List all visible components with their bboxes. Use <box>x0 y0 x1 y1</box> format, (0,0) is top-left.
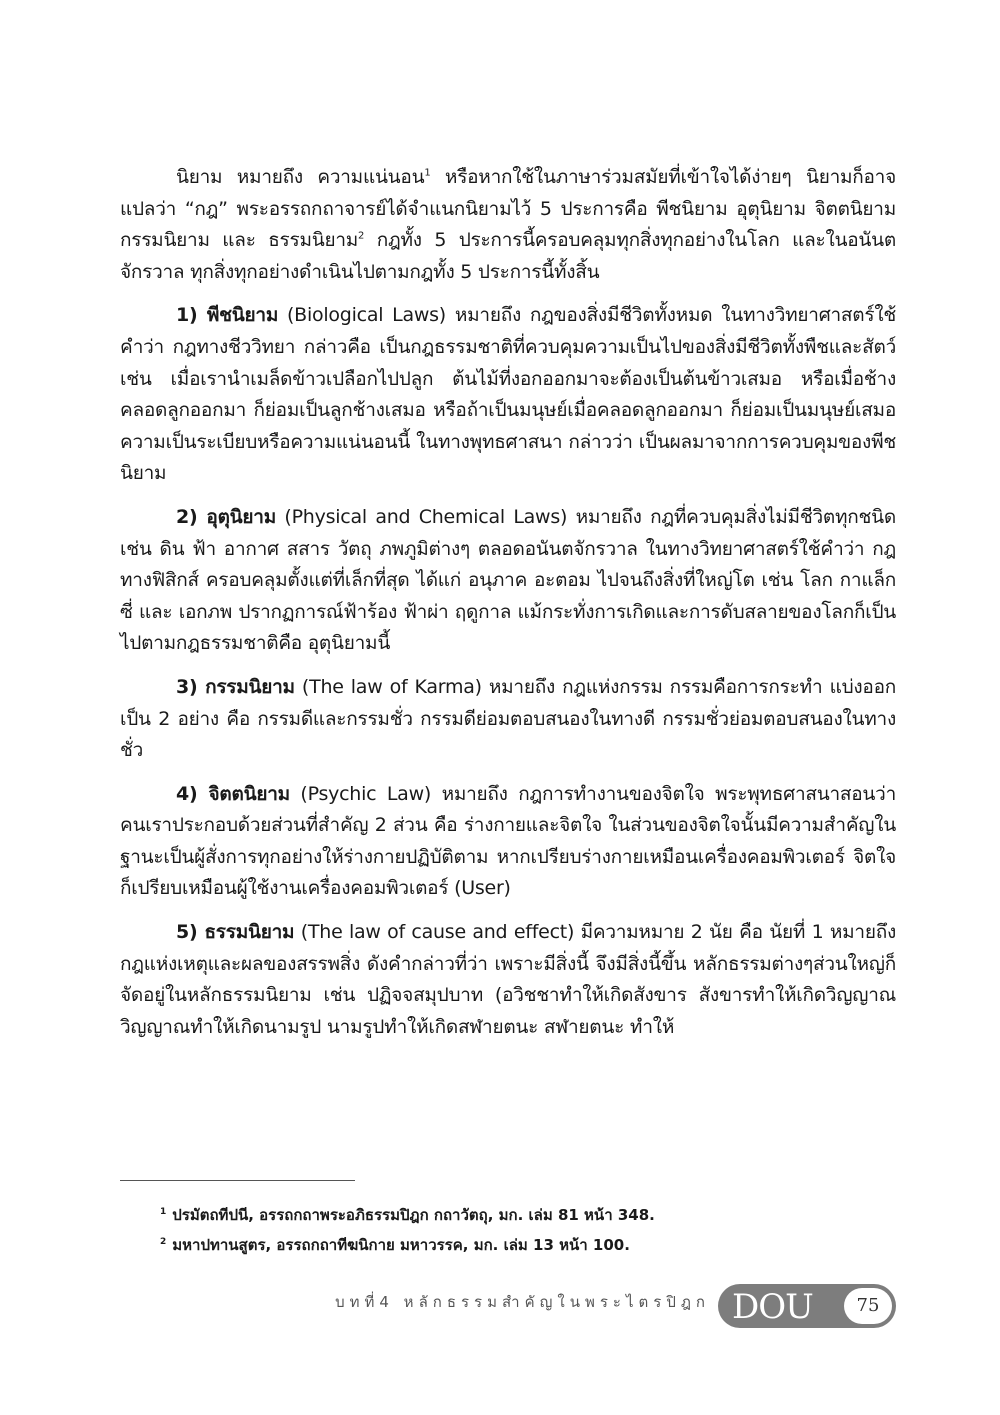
footnote-ref-2[interactable]: 2 <box>358 230 365 242</box>
page-badge <box>718 1284 896 1328</box>
term-heading: ธรรมนิยาม <box>204 921 295 944</box>
item-number: 3) <box>176 675 206 698</box>
footnote-ref-1[interactable]: 1 <box>424 167 431 179</box>
paragraph-physical-law: 2) อุตุนิยาม (Physical and Chemical Laws) หมายถึง กฎที่ควบคุมสิ่งไม่มีชีวิตทุกชนิด เช่น ดิน ฟ้า อากาศ สสาร วัตถุ ภพภูมิต่างๆ ตลอดอนันตจักรวาล ในทางวิทยาศาสตร์ใช้คำว่า กฎทางฟิสิกส์ ครอบคลุมตั้งแต่ที่เล็กที่สุด ได้แก่ อนุภาค อะตอม ไปจนถึงสิ่งที่ใหญ่โต เช่น โลก กาแล็กซี่ และ เอกภพ ปรากฏการณ์ฟ้าร้อง ฟ้าผ่า ฤดูกาล แม้กระทั่งการเกิดและการดับสลายของโลกก็เป็นไปตามกฎธรรมชาติคือ อุตุนิยามนี้ <box>120 505 896 655</box>
intro-paragraph: นิยาม หมายถึง ความแน่นอน$^1$ หรือหากใช้ในภาษาร่วมสมัยที่เข้าใจได้ง่ายๆ นิยามก็อาจแปลว่า “กฎ” พระอรรถกถาจารย์ได้จำแนกนิยามไว้ 5 ประการคือ พีชนิยาม อุตุนิยาม จิตตนิยาม กรรมนิยาม และ ธรรมนิยาม$^2$ กฎทั้ง 5 ประการนี้ครอบคลุมทุกสิ่งทุกอย่างในโลก และในอนันตจักรวาล ทุกสิ่งทุกอย่างดำเนินไปตามกฎทั้ง 5 ประการนี้ทั้งสิ้น <box>120 166 896 283</box>
footnote-2: $^2$ มหาปทานสูตร, อรรถกถาทีฆนิกาย มหาวรรค, มก. เล่ม 13 หน้า 100. <box>160 1236 630 1254</box>
footnote-1: $^1$ ปรมัตถทีปนี, อรรถกถาพระอภิธรรมปิฎก กถาวัตถุ, มก. เล่ม 81 หน้า 348. <box>160 1206 655 1224</box>
item-number: 4) <box>176 782 209 805</box>
footnote-divider <box>120 1180 355 1181</box>
paragraph-karma-law: 3) กรรมนิยาม (The law of Karma) หมายถึง กฎแห่งกรรม กรรมคือการกระทำ แบ่งออกเป็น 2 อย่าง คือ กรรมดีและกรรมชั่ว กรรมดีย่อมตอบสนองในทางดี กรรมชั่วย่อมตอบสนองในทางชั่ว <box>120 675 896 762</box>
term-heading: พีชนิยาม <box>206 304 279 327</box>
item-number: 5) <box>176 921 205 944</box>
body-text <box>120 162 896 1055</box>
item-number: 1) <box>176 304 207 327</box>
term-heading: จิตตนิยาม <box>208 782 290 805</box>
paragraph-psychic-law: 4) จิตตนิยาม (Psychic Law) หมายถึง กฎการทำงานของจิตใจ พระพุทธศาสนาสอนว่า คนเราประกอบด้วยส่วนที่สำคัญ 2 ส่วน คือ ร่างกายและจิตใจ ในส่วนของจิตใจนั้นมีความสำคัญในฐานะเป็นผู้สั่งการทุกอย่างให้ร่างกายปฏิบัติตาม หากเปรียบร่างกายเหมือนเครื่องคอมพิวเตอร์ จิตใจก็เปรียบเหมือนผู้ใช้งานเครื่องคอมพิวเตอร์ (User) <box>120 782 896 900</box>
chapter-title: บทที่4 หลักธรรมสำคัญในพระไตรปิฎก <box>335 1293 710 1311</box>
term-heading: อุตุนิยาม <box>206 505 276 528</box>
footnotes <box>160 1200 880 1260</box>
paragraph-biological-law: 1) พีชนิยาม (Biological Laws) หมายถึง กฎของสิ่งมีชีวิตทั้งหมด ในทางวิทยาศาสตร์ใช้คำว่า กฎทางชีววิทยา กล่าวคือ เป็นกฎธรรมชาติที่ควบคุมความเป็นไปของสิ่งมีชีวิตทั้งพืชและสัตว์ เช่น เมื่อเรานำเมล็ดข้าวเปลือกไปปลูก ต้นไม้ที่งอกออกมาจะต้องเป็นต้นข้าวเสมอ หรือเมื่อช้างคลอดลูกออกมา ก็ย่อมเป็นลูกช้างเสมอ หรือถ้าเป็นมนุษย์เมื่อคลอดลูกออกมา ก็ย่อมเป็นมนุษย์เสมอ ความเป็นระเบียบหรือความแน่นอนนี้ ในทางพุทธศาสนา กล่าวว่า เป็นผลมาจากการควบคุมของพีชนิยาม <box>120 304 896 485</box>
item-number: 2) <box>176 505 207 528</box>
term-heading: กรรมนิยาม <box>205 675 295 698</box>
paragraph-cause-effect-law: 5) ธรรมนิยาม (The law of cause and effect) มีความหมาย 2 นัย คือ นัยที่ 1 หมายถึง กฎแห่งเหตุและผลของสรรพสิ่ง ดังคำกล่าวที่ว่า เพราะมีสิ่งนี้ จึงมีสิ่งนี้ขึ้น หลักธรรมต่างๆส่วนใหญ่ก็จัดอยู่ในหลักธรรมนิยาม เช่น ปฏิจจสมุปบาท (อวิชชาทำให้เกิดสังขาร สังขารทำให้เกิดวิญญาณ วิญญาณทำให้เกิดนามรูป นามรูปทำให้เกิดสฬายตนะ สฬายตนะ ทำให้ <box>120 921 896 1038</box>
dou-logo: DOU <box>732 1287 813 1327</box>
page-number: 75 <box>844 1288 892 1324</box>
